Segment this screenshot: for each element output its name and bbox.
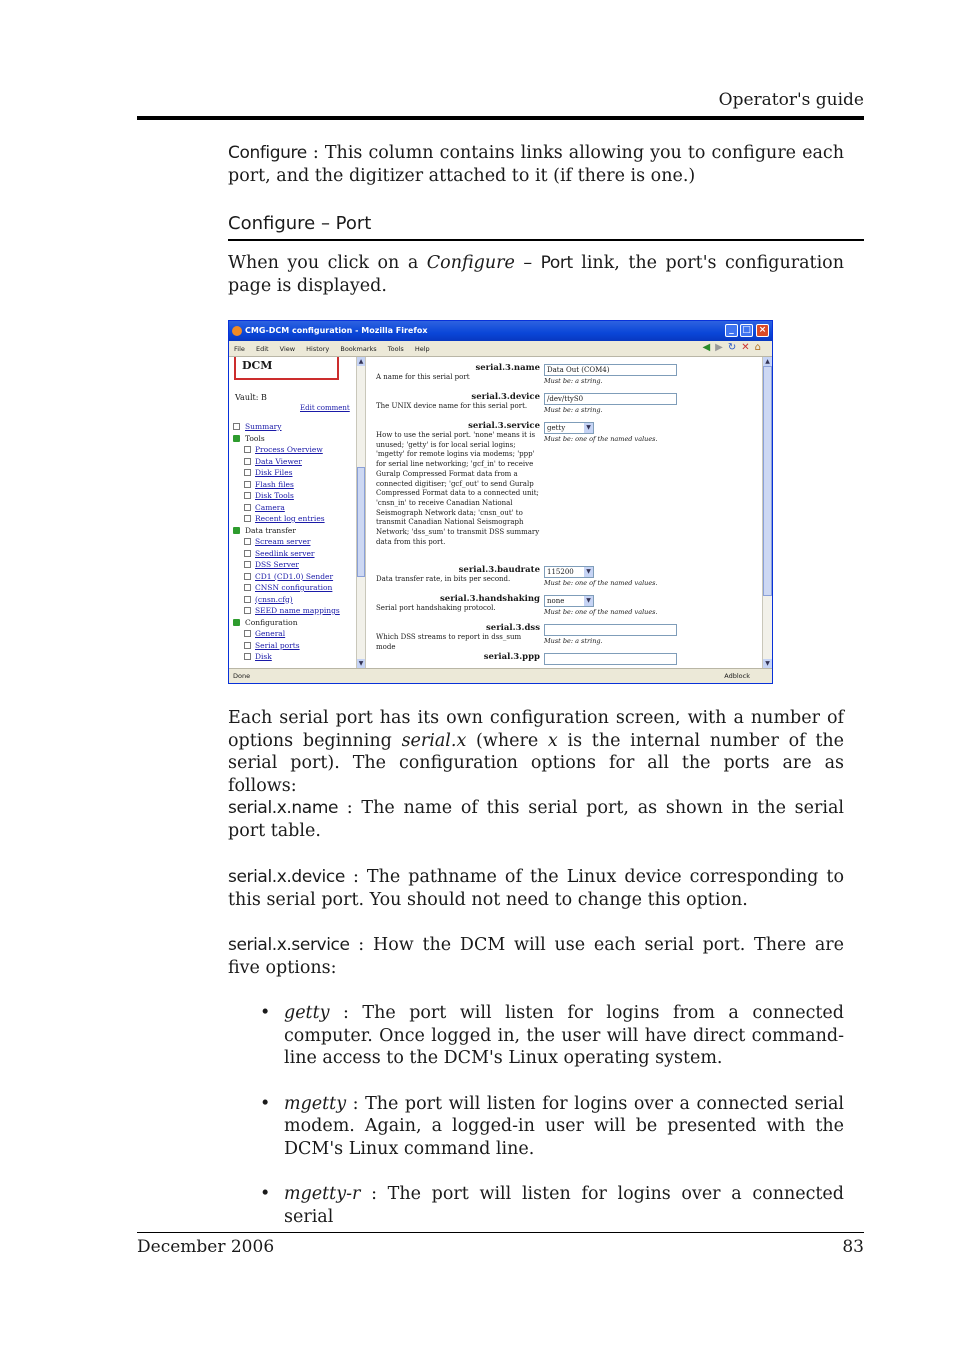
def-term: serial.x.name [228, 798, 339, 818]
status-text: Done [233, 672, 251, 680]
bullet-icon: • [260, 1093, 271, 1114]
right-pane-scrollbar[interactable] [762, 357, 772, 668]
bullet-text: : The port will listen for logins over a connected serial modem. Again, a logged-in user will be presented with the DCM's Linux command line. [284, 1093, 844, 1159]
chevron-down-icon[interactable]: ▼ [584, 423, 593, 433]
tree-item-label[interactable]: General [255, 629, 286, 638]
menu-bookmarks[interactable]: Bookmarks [340, 345, 377, 353]
def-term: serial.x.service [228, 935, 350, 955]
page-icon [244, 607, 251, 614]
bullet-term: getty [284, 1003, 330, 1023]
option-value: getty [547, 424, 566, 432]
para2-italic-x: x [547, 730, 558, 751]
intro-text: : This column contains links allowing you to configure each port, and the digitizer attached to it (if there is one.) [228, 143, 844, 186]
options-pane [366, 357, 762, 668]
scroll-thumb[interactable] [763, 366, 772, 596]
service-options-list [228, 1002, 844, 1228]
tree-item[interactable] [233, 640, 356, 652]
page-icon [233, 423, 240, 430]
back-icon[interactable]: ◀ [702, 342, 716, 353]
option-constraint: Must be: one of the named values. [544, 579, 658, 587]
bullet-text: : The port will listen for logins from a connected computer. Once logged in, the user will have direct command-line access to the DCM's Linux operating system. [284, 1003, 844, 1068]
chevron-down-icon[interactable]: ▼ [584, 567, 593, 577]
bullet-term: mgetty-r [284, 1184, 361, 1204]
def-serial-service [228, 934, 844, 979]
option-value: /dev/ttyS0 [547, 395, 584, 403]
tree-item [233, 433, 356, 445]
option-name: serial.3.service [468, 421, 540, 431]
menu-tools[interactable]: Tools [387, 345, 404, 353]
option-name: serial.3.name [475, 363, 540, 373]
option-description: A name for this serial port [376, 373, 470, 381]
folder-icon [233, 619, 240, 626]
option-input[interactable] [544, 364, 677, 376]
page-icon [244, 446, 251, 453]
def-text: : The name of this serial port, as shown in the serial port table. [228, 798, 844, 841]
scroll-down-icon[interactable]: ▼ [763, 659, 772, 668]
forward-icon[interactable]: ▶ [715, 342, 728, 353]
option-select[interactable] [544, 595, 594, 607]
option-input[interactable] [544, 393, 677, 405]
option-name: serial.3.device [471, 392, 540, 402]
adblock-label: Adblock [724, 672, 750, 680]
page-icon [244, 642, 251, 649]
para1-italic: Configure [426, 253, 515, 273]
left-pane-scrollbar[interactable] [356, 357, 366, 668]
option-description: Which DSS streams to report in dss_sum mode [376, 633, 522, 651]
nav-toolbar [702, 342, 766, 355]
tree-item[interactable] [233, 467, 356, 479]
tree-item-label[interactable]: Process Overview [255, 445, 323, 454]
firefox-icon [232, 326, 242, 336]
option-description: How to use the serial port. 'none' means it is unused; 'getty' is for local serial logins; 'mgetty' for remote logins via modems; 'ppp' for serial line networking; 'gcf_in' to receive Guralp Compressed Format data from a connected digitiser; 'gcf_out' to send Guralp Compressed Format data to a connected unit; 'cnsn_in' to receive Canadian National Seismograph Network data; 'cnsn_out' to transmit Canadian National Seismograph Network; 'dss_sum' to transmit DSS summary data from this port. [376, 431, 540, 546]
minimize-icon[interactable]: _ [725, 324, 738, 337]
page-icon [244, 584, 251, 591]
intro-term: Configure [228, 143, 307, 163]
tree-item-label: Data transfer [245, 525, 296, 535]
scroll-down-icon[interactable]: ▼ [358, 660, 364, 667]
option-constraint: Must be: a string. [544, 406, 603, 414]
option-name: serial.3.baudrate [458, 565, 540, 575]
bullet-term: mgetty [284, 1093, 347, 1114]
para2-text-a: Each serial port has its own configuration screen, with a number of options beginning [228, 708, 844, 751]
option-select[interactable] [544, 566, 594, 578]
stop-icon[interactable]: ✕ [741, 342, 755, 353]
dcm-label: DCM [234, 357, 339, 380]
def-text: : How the DCM will use each serial port. There are five options: [228, 935, 844, 978]
page-icon [244, 469, 251, 476]
tree-item[interactable] [233, 605, 356, 617]
tree-item-label[interactable]: Recent log entries [255, 514, 325, 523]
page-icon [244, 504, 251, 511]
tree-item-label[interactable]: Camera [255, 502, 285, 512]
page-icon [244, 458, 251, 465]
tree-item[interactable] [233, 628, 356, 640]
menu-file[interactable]: File [234, 345, 245, 353]
tree-item-label: Tools [245, 433, 265, 443]
page-icon [244, 492, 251, 499]
tree-item[interactable] [233, 571, 356, 583]
tree-item-label[interactable]: Summary [245, 422, 282, 431]
para-serial-ports [228, 707, 844, 797]
tree-item-label[interactable]: CD1 (CD1.0) Sender [255, 571, 334, 581]
tree-item-label[interactable]: (cnsn.cfg) [255, 594, 293, 604]
running-head: Operator's guide [718, 90, 864, 110]
page-number: 83 [842, 1237, 864, 1257]
def-text: : The pathname of the Linux device corresponding to this serial port. You should not need to change this option. [228, 867, 844, 910]
bullet-icon: • [260, 1003, 271, 1023]
option-description: Serial port handshaking protocol. [376, 604, 496, 612]
page-icon [244, 596, 251, 603]
para1-term: Port [540, 253, 573, 273]
option-name: serial.3.dss [486, 623, 540, 633]
para1-text-a: When you click on a [228, 253, 427, 273]
option-constraint: Must be: a string. [544, 637, 603, 645]
tree-item [233, 525, 356, 537]
header-rule [137, 116, 864, 120]
folder-icon [233, 527, 240, 534]
tree-item-label[interactable]: Scream server [255, 537, 311, 546]
tree-item[interactable] [233, 490, 356, 502]
edit-comment-link[interactable]: Edit comment [300, 404, 350, 412]
option-description: The UNIX device name for this serial port. [376, 402, 528, 410]
left-nav-pane [229, 357, 356, 668]
bullet-text: : The port will listen for logins over a connected serial [284, 1184, 844, 1227]
tree-item[interactable] [233, 594, 356, 606]
para2-text-c: (where [466, 730, 548, 751]
bullet-icon: • [260, 1184, 271, 1204]
option-value: 115200 [547, 568, 574, 576]
tree-item-label: Configuration [245, 617, 298, 627]
scroll-up-icon[interactable]: ▲ [763, 357, 772, 366]
tree-item-label[interactable]: Data Viewer [255, 456, 302, 466]
maximize-icon[interactable]: □ [740, 324, 753, 337]
browser-screenshot [228, 320, 773, 684]
page-icon [244, 538, 251, 545]
para-click-configure [228, 252, 844, 297]
page-icon [244, 653, 251, 660]
tree-item-label[interactable]: Serial ports [255, 640, 300, 650]
tree-item-label[interactable]: Disk Tools [255, 491, 294, 500]
tree-item[interactable] [233, 651, 356, 663]
page-icon [244, 481, 251, 488]
menu-edit[interactable]: Edit [255, 345, 269, 353]
def-serial-name [228, 797, 844, 842]
page-icon [244, 630, 251, 637]
tree-item[interactable] [233, 421, 356, 433]
option-description: Data transfer rate, in bits per second. [376, 575, 511, 583]
scroll-up-icon[interactable]: ▲ [358, 358, 364, 365]
para1-text-e: link, the port's configuration page is displayed. [228, 253, 844, 296]
list-item [228, 1002, 844, 1070]
tree-item[interactable] [233, 513, 356, 525]
option-value: Data Out (COM4) [547, 366, 610, 374]
tree-item-label[interactable]: Disk Files [255, 468, 293, 477]
list-item [228, 1183, 844, 1228]
tree-item [233, 617, 356, 629]
tree-item[interactable] [233, 536, 356, 548]
tree-item[interactable] [233, 582, 356, 594]
tree-item[interactable] [233, 456, 356, 468]
list-item [228, 1093, 844, 1161]
option-name: serial.3.handshaking [440, 594, 540, 604]
option-input[interactable] [544, 653, 677, 665]
tree-item[interactable] [233, 479, 356, 491]
chevron-down-icon[interactable]: ▼ [584, 596, 593, 606]
menu-bar [229, 341, 772, 357]
nav-tree [233, 421, 356, 663]
menu-help[interactable]: Help [414, 345, 430, 353]
page-icon [244, 573, 251, 580]
tree-item-label[interactable]: Disk [255, 652, 272, 661]
menu-history[interactable]: History [306, 345, 330, 353]
page-icon [244, 561, 251, 568]
window-titlebar [229, 321, 772, 341]
tree-item[interactable] [233, 444, 356, 456]
tree-item-label[interactable]: Seedlink server [255, 548, 315, 558]
folder-icon [233, 435, 240, 442]
tree-item[interactable] [233, 559, 356, 571]
tree-item-label[interactable]: Flash files [255, 479, 294, 489]
reload-icon[interactable]: ↻ [727, 342, 742, 353]
footer-rule [137, 1232, 864, 1233]
option-name: serial.3.ppp [483, 652, 540, 662]
window-title: CMG-DCM configuration - Mozilla Firefox [245, 326, 428, 335]
tree-item[interactable] [233, 548, 356, 560]
def-serial-device [228, 866, 844, 911]
tree-item[interactable] [233, 502, 356, 514]
close-icon[interactable]: × [756, 324, 769, 337]
page-icon [244, 515, 251, 522]
page-icon [244, 550, 251, 557]
def-term: serial.x.device [228, 867, 345, 887]
option-constraint: Must be: a string. [544, 377, 603, 385]
intro-paragraph [228, 142, 844, 187]
footer-date: December 2006 [137, 1237, 275, 1257]
option-constraint: Must be: one of the named values. [544, 435, 658, 443]
tree-item-label[interactable]: CNSN configuration [255, 583, 333, 592]
para2-italic-serialx: serial.x [401, 730, 467, 751]
option-constraint: Must be: one of the named values. [544, 608, 658, 616]
tree-item-label[interactable]: DSS Server [255, 560, 299, 569]
scroll-thumb[interactable] [357, 467, 365, 577]
option-value: none [547, 597, 565, 605]
home-icon[interactable]: ⌂ [754, 342, 766, 353]
menu-view[interactable]: View [279, 345, 296, 353]
vault-label: Vault: B [235, 393, 267, 402]
section-heading: Configure – Port [228, 213, 864, 241]
status-bar [229, 668, 772, 684]
tree-item-label[interactable]: SEED name mappings [255, 606, 340, 615]
option-select[interactable] [544, 422, 594, 434]
option-input[interactable] [544, 624, 677, 636]
para1-text-c: – [514, 253, 541, 273]
para2-text-e: is the internal number of the serial port). The configuration options for all the ports are as follows: [228, 730, 844, 796]
